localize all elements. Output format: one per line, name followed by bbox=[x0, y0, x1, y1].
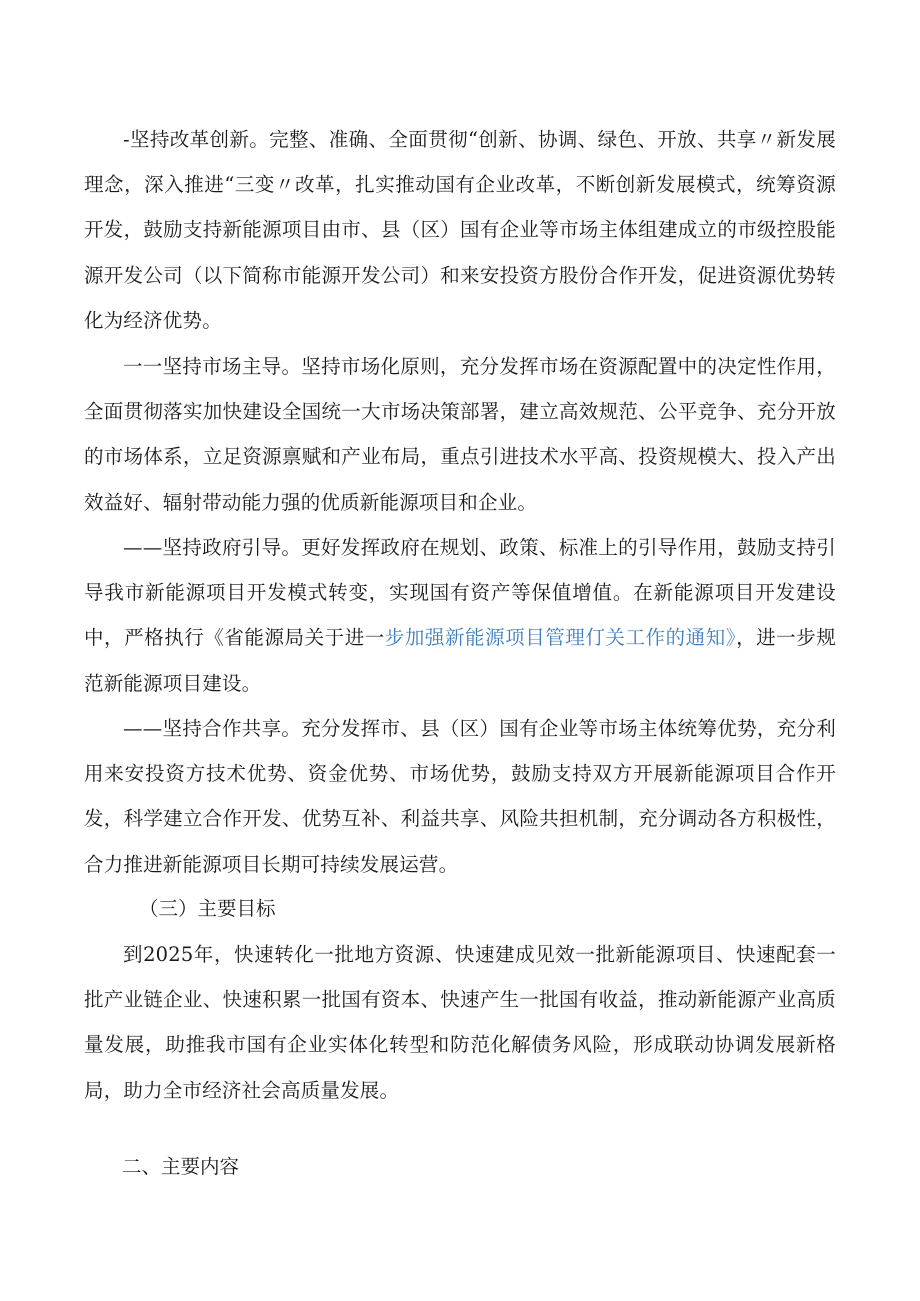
paragraph-goals-2025: 到2025年，快速转化一批地方资源、快速建成见效一批新能源项目、快速配套一批产业链企业、快速积累一批国有资本、快速产生一批国有收益，推动新能源产业高质量发展，助推我市国有企业实体化转型和防范化解债务风险，形成联动协调发展新格局，助力全市经济社会高质量发展。 bbox=[84, 943, 836, 1102]
paragraph-text: ，进一步规范新能源项目建设。 bbox=[84, 626, 836, 695]
paragraph-cooperation-sharing: ——坚持合作共享。充分发挥市、县（区）国有企业等市场主体统筹优势，充分利用来安投资方技术优势、资金优势、市场优势，鼓励支持双方开展新能源项目合作开发，科学建立合作开发、优势互补、利益共享、风险共担机制，充分调动各方积极性，合力推进新能源项目长期可持续发展运营。 bbox=[84, 717, 836, 876]
paragraph-reform-innovation: -坚持改革创新。完整、准确、全面贯彻“创新、协调、绿色、开放、共享〃新发展理念，深入推进“三变〃改革，扎实推动国有企业改革，不断创新发展模式，统筹资源开发，鼓励支持新能源项目由市、县（区）国有企业等市场主体组建成立的市级控股能源开发公司（以下简称市能源开发公司）和来安投资方股份合作开发，促进资源优势转化为经济优势。 bbox=[84, 128, 836, 332]
section-heading-main-goals: （三）主要目标 bbox=[139, 897, 276, 920]
paragraph-market-led: 一一坚持市场主导。坚持市场化原则，充分发挥市场在资源配置中的决定性作用，全面贯彻落实加快建设全国统一大市场决策部署，建立高效规范、公平竞争、充分开放的市场体系，立足资源禀赋和产业布局，重点引进技术水平高、投资规模大、投入产出效益好、辐射带动能力强的优质新能源项目和企业。 bbox=[84, 355, 836, 514]
section-heading-main-content: 二、主要内容 bbox=[122, 1155, 240, 1178]
paragraph-government-guidance bbox=[84, 525, 836, 706]
notice-link[interactable]: 步加强新能源项目管理仃关工作的通知》 bbox=[384, 626, 737, 650]
paragraph-text: ——坚持政府引导。更好发挥政府在规划、政策、标准上的引导作用，鼓励支持引导我市新能源项目开发模式转变，实现国有资产等保值增值。在新能源项目开发建设中，严格执行《省能源局关于进一 bbox=[84, 536, 836, 650]
